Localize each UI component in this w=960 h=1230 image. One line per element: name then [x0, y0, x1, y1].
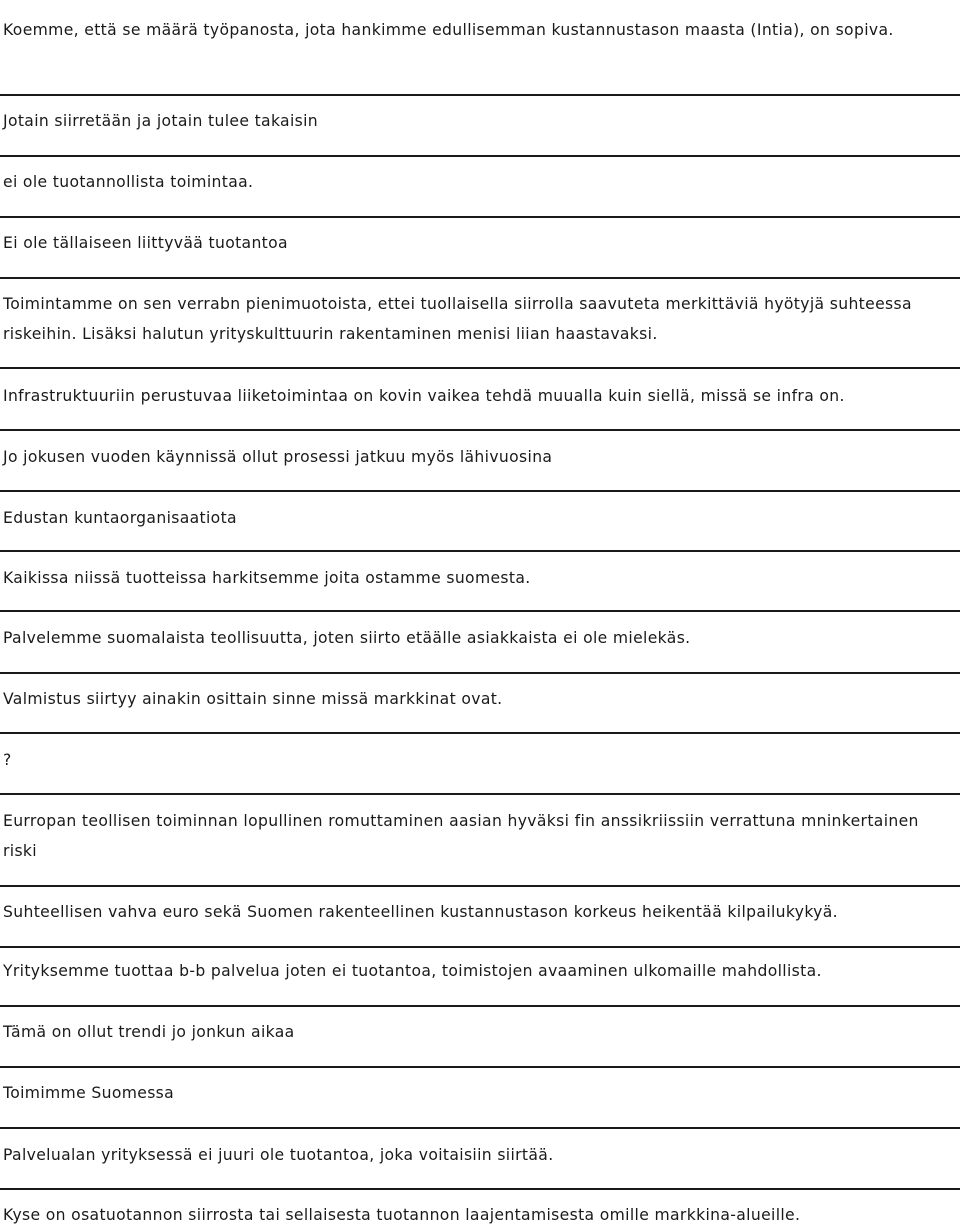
response-text: Yrityksemme tuottaa b-b palvelua joten ei tuotantoa, toimistojen avaaminen ulkomaille mahdollista.	[3, 962, 822, 980]
row-divider	[0, 610, 960, 612]
response-text: Kyse on osatuotannon siirrosta tai sellaisesta tuotannon laajentamisesta omille markkina-alueille.	[3, 1206, 801, 1224]
response-text: Jotain siirretään ja jotain tulee takaisin	[3, 112, 319, 130]
row-divider	[0, 793, 960, 795]
row-divider	[0, 94, 960, 96]
response-text: Eurropan teollisen toiminnan lopullinen romuttaminen aasian hyväksi fin anssikriissiin verrattuna mninkertainen riski	[3, 812, 919, 860]
row-divider	[0, 429, 960, 431]
response-text: Kaikissa niissä tuotteissa harkitsemme joita ostamme suomesta.	[3, 569, 531, 587]
row-divider	[0, 277, 960, 279]
row-divider	[0, 732, 960, 734]
response-text: Edustan kuntaorganisaatiota	[3, 509, 237, 527]
row-divider	[0, 672, 960, 674]
response-text: Palvelemme suomalaista teollisuutta, joten siirto etäälle asiakkaista ei ole mielekäs.	[3, 629, 691, 647]
response-text: ei ole tuotannollista toimintaa.	[3, 173, 254, 191]
response-text: Tämä on ollut trendi jo jonkun aikaa	[3, 1023, 295, 1041]
row-divider	[0, 490, 960, 492]
row-divider	[0, 1127, 960, 1129]
response-text: ?	[3, 751, 12, 769]
row-divider	[0, 885, 960, 887]
row-divider	[0, 155, 960, 157]
response-text: Toimimme Suomessa	[3, 1084, 175, 1102]
row-divider	[0, 216, 960, 218]
response-text: Suhteellisen vahva euro sekä Suomen rakenteellinen kustannustason korkeus heikentää kilpailukykyä.	[3, 903, 838, 921]
response-text: Palvelualan yrityksessä ei juuri ole tuotantoa, joka voitaisiin siirtää.	[3, 1146, 554, 1164]
row-divider	[0, 367, 960, 369]
row-divider	[0, 1005, 960, 1007]
row-divider	[0, 946, 960, 948]
row-divider	[0, 1066, 960, 1068]
response-text: Ei ole tällaiseen liittyvää tuotantoa	[3, 234, 288, 252]
response-text: Valmistus siirtyy ainakin osittain sinne missä markkinat ovat.	[3, 690, 503, 708]
response-text: Infrastruktuuriin perustuvaa liiketoimintaa on kovin vaikea tehdä muualla kuin siellä, missä se infra on.	[3, 387, 845, 405]
row-divider	[0, 550, 960, 552]
response-text: Jo jokusen vuoden käynnissä ollut prosessi jatkuu myös lähivuosina	[3, 448, 553, 466]
response-text: Koemme, että se määrä työpanosta, jota hankimme edullisemman kustannustason maasta (Intia), on sopiva.	[3, 21, 894, 39]
response-text: Toimintamme on sen verrabn pienimuotoista, ettei tuollaisella siirrolla saavuteta merkittäviä hyötyjä suhteessa riskeihin. Lisäksi halutun yrityskulttuurin rakentaminen menisi liian haastavaksi.	[3, 295, 912, 343]
row-divider	[0, 1188, 960, 1190]
